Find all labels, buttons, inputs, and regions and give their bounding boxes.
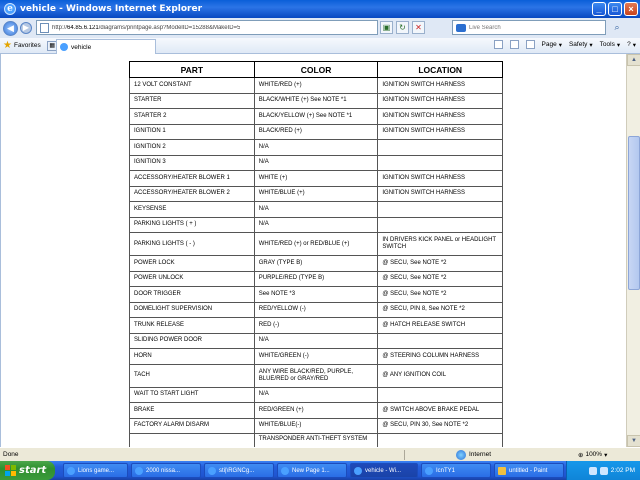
help-icon: ? — [627, 41, 631, 48]
location-cell — [378, 387, 503, 403]
minimize-button[interactable]: _ — [592, 2, 606, 16]
favorites-bar — [0, 38, 640, 54]
header-part: PART — [130, 62, 255, 78]
part-cell: TACH — [130, 364, 255, 387]
location-cell: IGNITION SWITCH HARNESS — [378, 109, 503, 125]
scroll-up-icon[interactable]: ▲ — [627, 54, 640, 66]
location-cell: @ STEERING COLUMN HARNESS — [378, 349, 503, 365]
table-row — [130, 171, 503, 187]
status-bar — [0, 447, 640, 461]
windows-logo-icon — [5, 465, 16, 476]
color-cell: ANY WIRE BLACK/RED, PURPLE, BLUE/RED or GRAY/RED — [254, 364, 378, 387]
home-icon — [494, 40, 503, 49]
table-row — [130, 140, 503, 156]
safety-menu-label: Safety — [568, 41, 588, 48]
print-button[interactable] — [526, 40, 535, 49]
taskbar-item[interactable]: 2000 nissa... — [131, 463, 201, 478]
taskbar — [0, 461, 640, 480]
ie-icon — [281, 467, 289, 475]
ie-icon — [135, 467, 143, 475]
chevron-down-icon: ▾ — [558, 41, 562, 49]
zone-label: Internet — [469, 451, 492, 458]
part-cell: 12 VOLT CONSTANT — [130, 78, 255, 94]
part-cell: IGNITION 2 — [130, 140, 255, 156]
tab-ie-icon — [60, 43, 68, 51]
wiring-table — [129, 61, 503, 447]
table-row — [130, 202, 503, 218]
ie-icon — [67, 467, 75, 475]
vertical-scrollbar[interactable] — [626, 54, 640, 447]
forward-button[interactable]: ▶ — [20, 22, 32, 34]
zoom-level: 100% — [585, 451, 603, 458]
part-cell: PARKING LIGHTS ( - ) — [130, 233, 255, 256]
safety-menu[interactable] — [569, 41, 593, 49]
live-search-icon — [456, 24, 466, 32]
location-cell — [378, 155, 503, 171]
part-cell: SLIDING POWER DOOR — [130, 333, 255, 349]
table-header-row — [130, 62, 503, 78]
part-cell: STARTER 2 — [130, 109, 255, 125]
chevron-down-icon: ▾ — [616, 41, 621, 49]
search-input[interactable] — [469, 25, 589, 31]
taskbar-item[interactable]: untitled - Paint — [494, 463, 564, 478]
ie-icon — [354, 467, 362, 475]
table-row — [130, 78, 503, 94]
start-button[interactable] — [0, 461, 55, 480]
table-row — [130, 256, 503, 272]
search-box[interactable] — [452, 20, 606, 35]
status-text: Done — [3, 451, 19, 458]
tray-icon[interactable] — [589, 467, 597, 475]
taskbar-item-active[interactable]: vehicle - Wi... — [350, 463, 418, 478]
scroll-thumb[interactable] — [628, 136, 640, 290]
color-cell: WHITE/BLUE(-) — [254, 418, 378, 434]
color-cell: WHITE/RED (+) or RED/BLUE (+) — [254, 233, 378, 256]
table-row — [130, 333, 503, 349]
zoom-icon: ⊕ — [578, 451, 584, 459]
table-row — [130, 124, 503, 140]
location-cell: @ HATCH RELEASE SWITCH — [378, 318, 503, 334]
clock[interactable]: 2:02 PM — [610, 467, 635, 474]
color-cell: TRANSPONDER ANTI-THEFT SYSTEM — [254, 434, 378, 448]
location-cell: @ SECU, See NOTE *2 — [378, 271, 503, 287]
color-cell: PURPLE/RED (TYPE B) — [254, 271, 378, 287]
color-cell: RED (-) — [254, 318, 378, 334]
part-cell: FACTORY ALARM DISARM — [130, 418, 255, 434]
address-text: http://64.85.6.121/diagrams/printpage.asp?ModelID=15288&MakeID=5 — [52, 24, 241, 31]
location-cell: @ ANY IGNITION COIL — [378, 364, 503, 387]
zoom-control[interactable] — [578, 451, 607, 459]
part-cell: KEYSENSE — [130, 202, 255, 218]
part-cell: HORN — [130, 349, 255, 365]
color-cell: RED/GREEN (+) — [254, 403, 378, 419]
color-cell: WHITE/BLUE (+) — [254, 186, 378, 202]
header-location: LOCATION — [378, 62, 503, 78]
table-row — [130, 217, 503, 233]
taskbar-item[interactable]: sti|\RGNCg... — [204, 463, 274, 478]
globe-icon — [456, 450, 466, 460]
table-row — [130, 302, 503, 318]
color-cell: BLACK/YELLOW (+) See NOTE *1 — [254, 109, 378, 125]
maximize-button[interactable]: □ — [608, 2, 622, 16]
part-cell: ACCESSORY/HEATER BLOWER 1 — [130, 171, 255, 187]
taskbar-item[interactable]: IcnTY1 — [421, 463, 491, 478]
color-cell: N/A — [254, 202, 378, 218]
tools-menu[interactable] — [600, 41, 620, 49]
location-cell: @ SECU, PIN 8, See NOTE *2 — [378, 302, 503, 318]
location-cell: IGNITION SWITCH HARNESS — [378, 186, 503, 202]
part-cell: IGNITION 3 — [130, 155, 255, 171]
taskbar-item[interactable]: Lions game... — [63, 463, 128, 478]
star-icon[interactable]: ★ — [3, 39, 12, 51]
window-controls — [592, 2, 638, 16]
address-actions — [380, 21, 425, 34]
start-label: start — [19, 465, 47, 476]
part-cell: PARKING LIGHTS ( + ) — [130, 217, 255, 233]
scroll-down-icon[interactable]: ▼ — [627, 435, 640, 447]
close-button[interactable]: × — [624, 2, 638, 16]
tools-menu-label: Tools — [599, 41, 615, 48]
command-bar — [494, 40, 637, 49]
tab-vehicle[interactable] — [56, 39, 156, 54]
table-row — [130, 287, 503, 303]
color-cell: N/A — [254, 333, 378, 349]
location-cell — [378, 140, 503, 156]
color-cell: N/A — [254, 140, 378, 156]
help-menu[interactable] — [627, 41, 636, 49]
location-cell — [378, 434, 503, 448]
location-cell: IGNITION SWITCH HARNESS — [378, 93, 503, 109]
part-cell: ACCESSORY/HEATER BLOWER 2 — [130, 186, 255, 202]
security-zone[interactable] — [456, 450, 491, 460]
page-icon — [40, 23, 49, 33]
table-row — [130, 186, 503, 202]
tab-list-icon[interactable]: ▦ — [47, 41, 58, 51]
stop-icon[interactable]: ✕ — [412, 21, 425, 34]
part-cell: IGNITION 1 — [130, 124, 255, 140]
feeds-button[interactable] — [510, 40, 519, 49]
status-divider — [404, 450, 454, 460]
location-cell: @ SECU, PIN 30, See NOTE *2 — [378, 418, 503, 434]
part-cell: STARTER — [130, 93, 255, 109]
part-cell: BRAKE — [130, 403, 255, 419]
address-bar[interactable] — [36, 20, 378, 35]
tab-label: vehicle — [71, 43, 92, 51]
window-title: vehicle - Windows Internet Explorer — [20, 4, 203, 14]
back-button[interactable]: ◀ — [3, 21, 18, 36]
part-cell: POWER LOCK — [130, 256, 255, 272]
location-cell: IN DRIVERS KICK PANEL or HEADLIGHT SWITCH — [378, 233, 503, 256]
page-menu[interactable] — [542, 41, 562, 49]
table-row — [130, 434, 503, 448]
color-cell: N/A — [254, 217, 378, 233]
color-cell: WHITE/GREEN (-) — [254, 349, 378, 365]
page-menu-label: Page — [541, 41, 557, 48]
location-cell — [378, 333, 503, 349]
location-cell: IGNITION SWITCH HARNESS — [378, 171, 503, 187]
color-cell: BLACK/RED (+) — [254, 124, 378, 140]
part-cell: DOOR TRIGGER — [130, 287, 255, 303]
chevron-down-icon: ▾ — [604, 451, 608, 459]
location-cell: @ SECU, See NOTE *2 — [378, 256, 503, 272]
table-row — [130, 364, 503, 387]
folder-icon — [208, 467, 216, 475]
search-go-icon[interactable]: ⌕ — [614, 22, 620, 32]
compatibility-icon[interactable]: ▣ — [380, 21, 393, 34]
table-row — [130, 418, 503, 434]
color-cell: RED/YELLOW (-) — [254, 302, 378, 318]
location-cell: @ SWITCH ABOVE BRAKE PEDAL — [378, 403, 503, 419]
table-row — [130, 155, 503, 171]
table-body — [130, 78, 503, 448]
table-row — [130, 233, 503, 256]
refresh-icon[interactable]: ↻ — [396, 21, 409, 34]
location-cell — [378, 202, 503, 218]
ie-icon: e — [4, 3, 16, 15]
color-cell: WHITE/RED (+) — [254, 78, 378, 94]
chevron-down-icon: ▾ — [589, 41, 593, 49]
table-row — [130, 387, 503, 403]
color-cell: BLACK/WHITE (+) See NOTE *1 — [254, 93, 378, 109]
header-color: COLOR — [254, 62, 378, 78]
part-cell: WAIT TO START LIGHT — [130, 387, 255, 403]
system-tray — [566, 461, 640, 480]
color-cell: See NOTE *3 — [254, 287, 378, 303]
page-content[interactable] — [0, 54, 626, 447]
color-cell: WHITE (+) — [254, 171, 378, 187]
table-row — [130, 271, 503, 287]
color-cell: N/A — [254, 387, 378, 403]
part-cell: DOMELIGHT SUPERVISION — [130, 302, 255, 318]
table-row — [130, 403, 503, 419]
tray-icon[interactable] — [600, 467, 608, 475]
location-cell: @ SECU, See NOTE *2 — [378, 287, 503, 303]
home-button[interactable] — [494, 40, 503, 49]
location-cell: IGNITION SWITCH HARNESS — [378, 124, 503, 140]
title-bar[interactable] — [0, 0, 640, 18]
print-icon — [526, 40, 535, 49]
part-cell: TRUNK RELEASE — [130, 318, 255, 334]
favorites-label[interactable]: Favorites — [13, 42, 41, 49]
part-cell: POWER UNLOCK — [130, 271, 255, 287]
image-icon — [425, 467, 433, 475]
part-cell — [130, 434, 255, 448]
chevron-down-icon: ▾ — [632, 41, 636, 49]
taskbar-item[interactable]: New Page 1... — [277, 463, 347, 478]
table-row — [130, 349, 503, 365]
location-cell: IGNITION SWITCH HARNESS — [378, 78, 503, 94]
location-cell — [378, 217, 503, 233]
color-cell: N/A — [254, 155, 378, 171]
table-row — [130, 93, 503, 109]
table-row — [130, 109, 503, 125]
table-row — [130, 318, 503, 334]
color-cell: GRAY (TYPE B) — [254, 256, 378, 272]
paint-icon — [498, 467, 506, 475]
address-row — [0, 18, 640, 38]
feeds-icon — [510, 40, 519, 49]
